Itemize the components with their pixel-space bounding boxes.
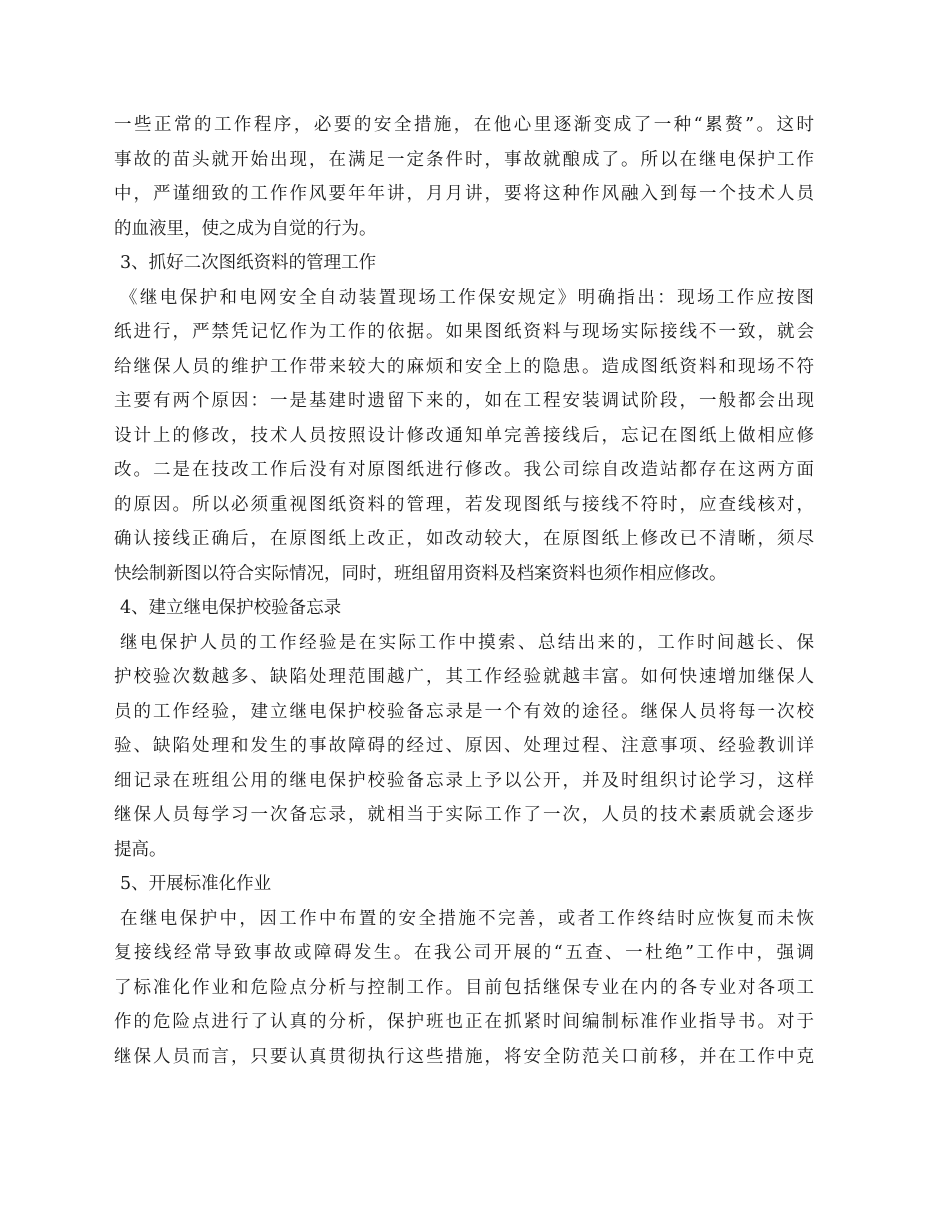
- text-line: 4、建立继电保护校验备忘录: [120, 598, 342, 618]
- text-line: 复接线经常导致事故或障碍发生。在我公司开展的“五查、一杜绝”工作中，强调: [114, 943, 814, 963]
- text-line: 的原因。所以必须重视图纸资料的管理，若发现图纸与接线不符时，应查线核对，: [114, 494, 814, 515]
- text-line: 给继保人员的维护工作带来较大的麻烦和安全上的隐患。造成图纸资料和现场不符: [114, 356, 814, 377]
- text-line: 了标准化作业和危险点分析与控制工作。目前包括继保专业在内的各专业对各项工: [114, 977, 814, 998]
- text-line: 设计上的修改，技术人员按照设计修改通知单完善接线后，忘记在图纸上做相应修: [114, 425, 814, 446]
- text-line: 提高。: [114, 839, 167, 860]
- text-line: 快绘制新图以符合实际情况，同时，班组留用资料及档案资料也须作相应修改。: [114, 563, 727, 584]
- text-line: 《继电保护和电网安全自动装置现场工作保安规定》明确指出：现场工作应按图: [120, 287, 814, 308]
- text-line: 继保人员而言，只要认真贯彻执行这些措施，将安全防范关口前移，并在工作中克: [114, 1046, 814, 1067]
- text-line: 5、开展标准化作业: [120, 874, 272, 894]
- text-line: 事故的苗头就开始出现，在满足一定条件时，事故就酿成了。所以在继电保护工作: [114, 149, 814, 170]
- text-line: 中，严谨细致的工作作风要年年讲，月月讲，要将这种作风融入到每一个技术人员: [114, 184, 814, 204]
- text-line: 的血液里，使之成为自觉的行为。: [114, 218, 377, 239]
- text-line: 护校验次数越多、缺陷处理范围越广，其工作经验就越丰富。如何快速增加继保人: [114, 667, 814, 687]
- text-line: 3、抓好二次图纸资料的管理工作: [120, 253, 377, 273]
- text-line: 改。二是在技改工作后没有对原图纸进行修改。我公司综自改造站都存在这两方面: [114, 460, 814, 480]
- text-line: 细记录在班组公用的继电保护校验备忘录上予以公开，并及时组织讨论学习，这样: [114, 770, 814, 791]
- document-page: [114, 108, 814, 1074]
- text-line: 纸进行，严禁凭记忆作为工作的依据。如果图纸资料与现场实际接线不一致，就会: [114, 322, 814, 342]
- text-line: 员的工作经验，建立继电保护校验备忘录是一个有效的途径。继保人员将每一次校: [114, 701, 814, 722]
- text-line: 一些正常的工作程序，必要的安全措施，在他心里逐渐变成了一种“累赘”。这时: [114, 115, 814, 135]
- text-line: 主要有两个原因：一是基建时遗留下来的，如在工程安装调试阶段，一般都会出现: [114, 391, 814, 411]
- text-line: 继电保护人员的工作经验是在实际工作中摸索、总结出来的，工作时间越长、保: [120, 632, 814, 653]
- text-line: 作的危险点进行了认真的分析，保护班也正在抓紧时间编制标准作业指导书。对于: [114, 1012, 814, 1032]
- text-line: 验、缺陷处理和发生的事故障碍的经过、原因、处理过程、注意事项、经验教训详: [114, 736, 814, 756]
- text-line: 在继电保护中，因工作中布置的安全措施不完善，或者工作终结时应恢复而未恢: [120, 908, 814, 929]
- text-line: 继保人员每学习一次备忘录，就相当于实际工作了一次，人员的技术素质就会逐步: [114, 805, 814, 825]
- text-line: 确认接线正确后，在原图纸上改正，如改动较大，在原图纸上修改已不清晰，须尽: [114, 529, 814, 549]
